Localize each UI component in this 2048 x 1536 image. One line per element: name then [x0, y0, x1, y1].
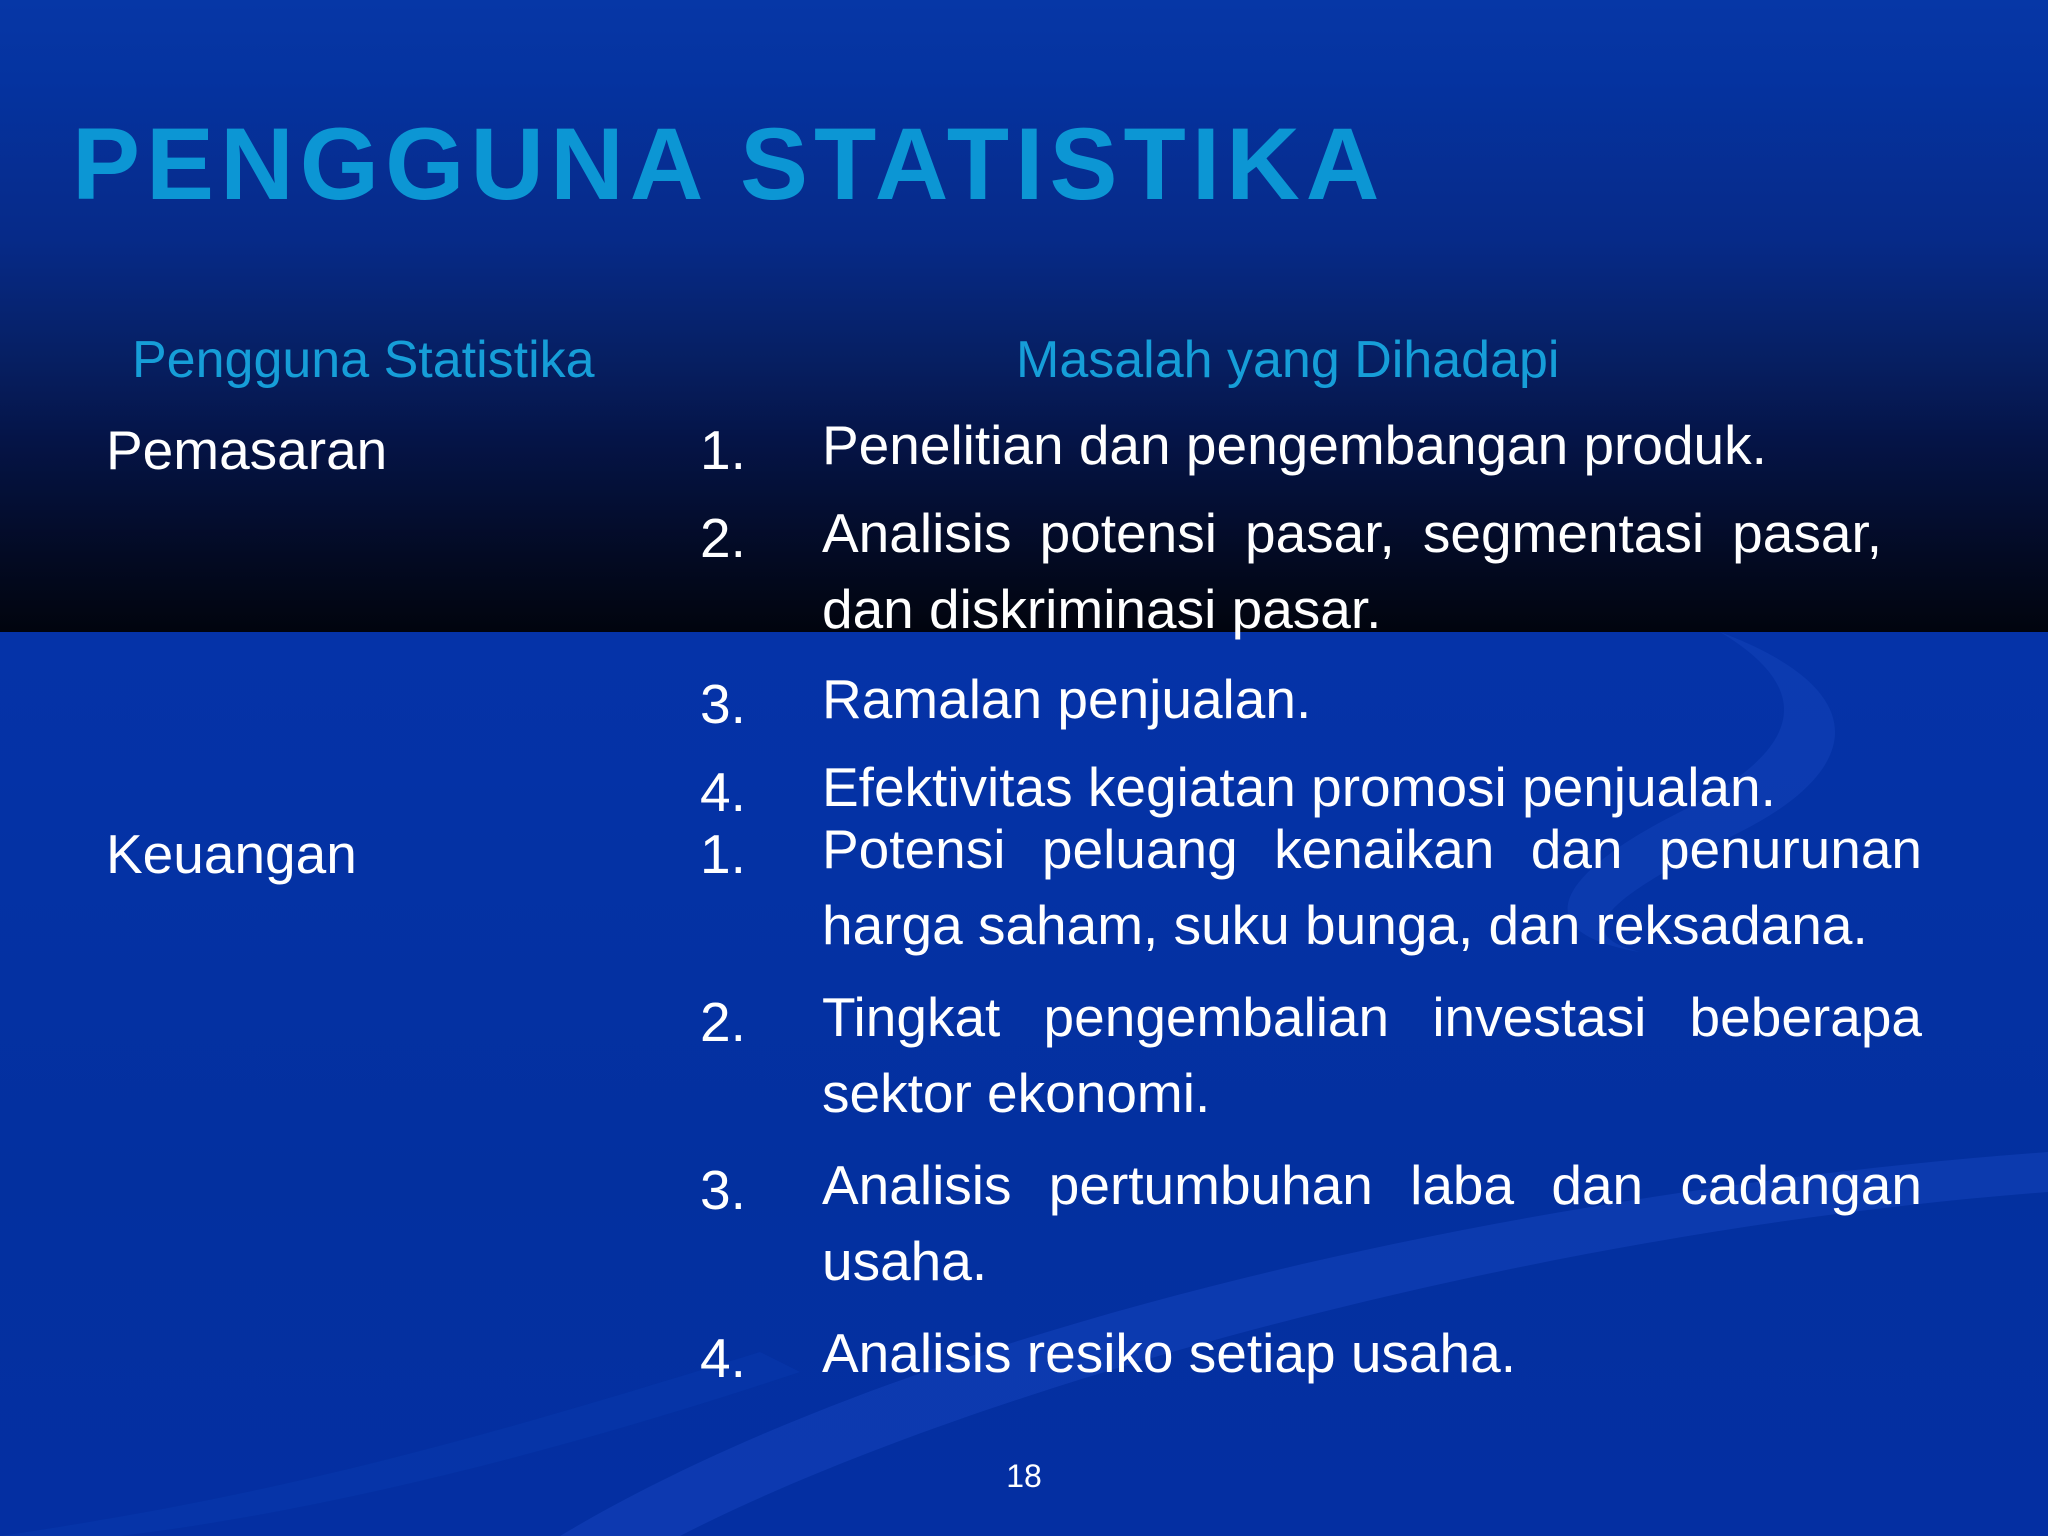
- list-item-number: 1.: [700, 823, 746, 885]
- list-item-number: 1.: [700, 419, 746, 481]
- list-item-text: Ramalan penjualan.: [822, 668, 1312, 730]
- list-item-number: 2.: [700, 507, 746, 569]
- list-item-number: 3.: [700, 1159, 746, 1221]
- list-item-text: Analisis potensi pasar, segmentasi pasar, dan diskriminasi pasar.: [822, 502, 1882, 640]
- list-item-text: Efektivitas kegiatan promosi penjualan.: [822, 756, 1776, 818]
- header-pengguna-statistika: Pengguna Statistika: [132, 331, 595, 389]
- page-number: 18: [1006, 1458, 1042, 1494]
- list-item-number: 4.: [700, 761, 746, 823]
- list-item-text: Penelitian dan pengembangan produk.: [822, 414, 1767, 476]
- list-item-number: 2.: [700, 991, 746, 1053]
- list-item-number: 4.: [700, 1327, 746, 1389]
- list-item-text: Analisis pertumbuhan laba dan cadangan usaha.: [822, 1154, 1922, 1292]
- header-masalah-yang-dihadapi: Masalah yang Dihadapi: [1016, 331, 1560, 389]
- list-item-number: 3.: [700, 673, 746, 735]
- slide-title: PENGGUNA STATISTIKA: [72, 107, 1386, 221]
- category-pemasaran: Pemasaran: [106, 419, 388, 481]
- list-item-text: Analisis resiko setiap usaha.: [822, 1322, 1516, 1384]
- list-item-text: Tingkat pengembalian investasi beberapa sektor ekonomi.: [822, 986, 1922, 1124]
- list-item-text: Potensi peluang kenaikan dan penurunan harga saham, suku bunga, dan reksadana.: [822, 818, 1922, 956]
- category-keuangan: Keuangan: [106, 823, 357, 885]
